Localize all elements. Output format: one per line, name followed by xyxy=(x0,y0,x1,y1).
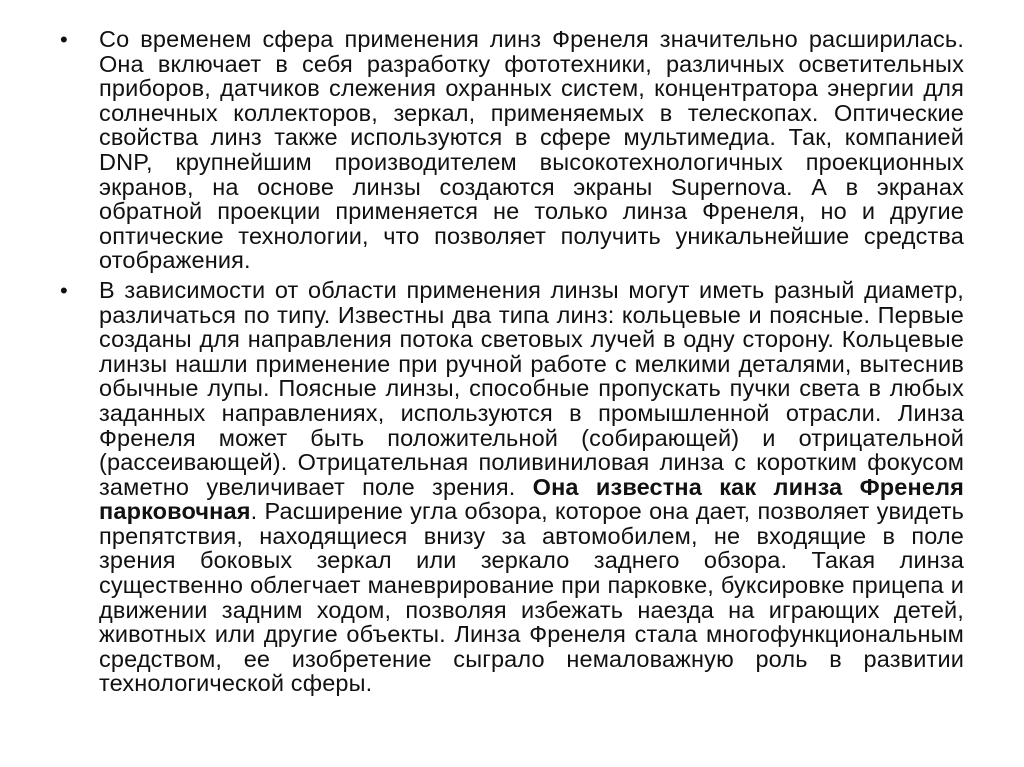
bullet-text: Со временем сфера применения линз Френеля значительно расширилась. Она включает в себя разработку фототехники, различных осветительных приборов, датчиков слежения охранных систем, концентратора энергии для солнечных коллекторов, зеркал, применяемых в телескопах. Оптические свойства линз также используются в сфере мультимедиа. Так, компанией DNP, крупнейшим производителем высокотехнологичных проекционных экранов, на основе линзы создаются экраны Supernova. А в экранах обратной проекции применяется не только линза Френеля, но и другие оптические технологии, что позволяет получить уникальнейшие средства отображения. xyxy=(99,26,964,274)
bullet-text-part: В зависимости от области применения линзы могут иметь разный диаметр, различаться по типу. Известны два типа линз: кольцевые и поясные. Первые созданы для направления потока световых лучей в одну сторону. Кольцевые линзы нашли применение при ручной работе с мелкими деталями, вытеснив обычные лупы. Поясные линзы, способные пропускать пучки света в любых заданных направлениях, используются в промышленной отрасли. Линза Френеля может быть положительной (собирающей) и отрицательной (рассеивающей). Отрицательная поливиниловая линза с коротким фокусом заметно увеличивает поле зрения. xyxy=(99,276,964,500)
bullet-text xyxy=(99,278,964,696)
bullet-text-part: . Расширение угла обзора, которое она дает, позволяет увидеть препятствия, находящиеся внизу за автомобилем, не входящие в поле зрения боковых зеркал или зеркало заднего обзора. Такая линза существенно облегчает маневрирование при парковке, буксировке прицепа и движении задним ходом, позволяя избежать наезда на играющих детей, животных или другие объекты. Линза Френеля стала многофункциональным средством, ее изобретение сыграло немаловажную роль в развитии технологической сферы. xyxy=(99,498,964,697)
bullet-list xyxy=(60,27,964,701)
bullet-icon: • xyxy=(60,277,68,303)
bullet-item-lens-types xyxy=(60,278,964,696)
bullet-icon: • xyxy=(60,27,68,52)
bold-emphasis: Она известна как линза Френеля парковочная xyxy=(99,473,965,525)
bullet-item-fresnel-applications xyxy=(60,27,964,273)
